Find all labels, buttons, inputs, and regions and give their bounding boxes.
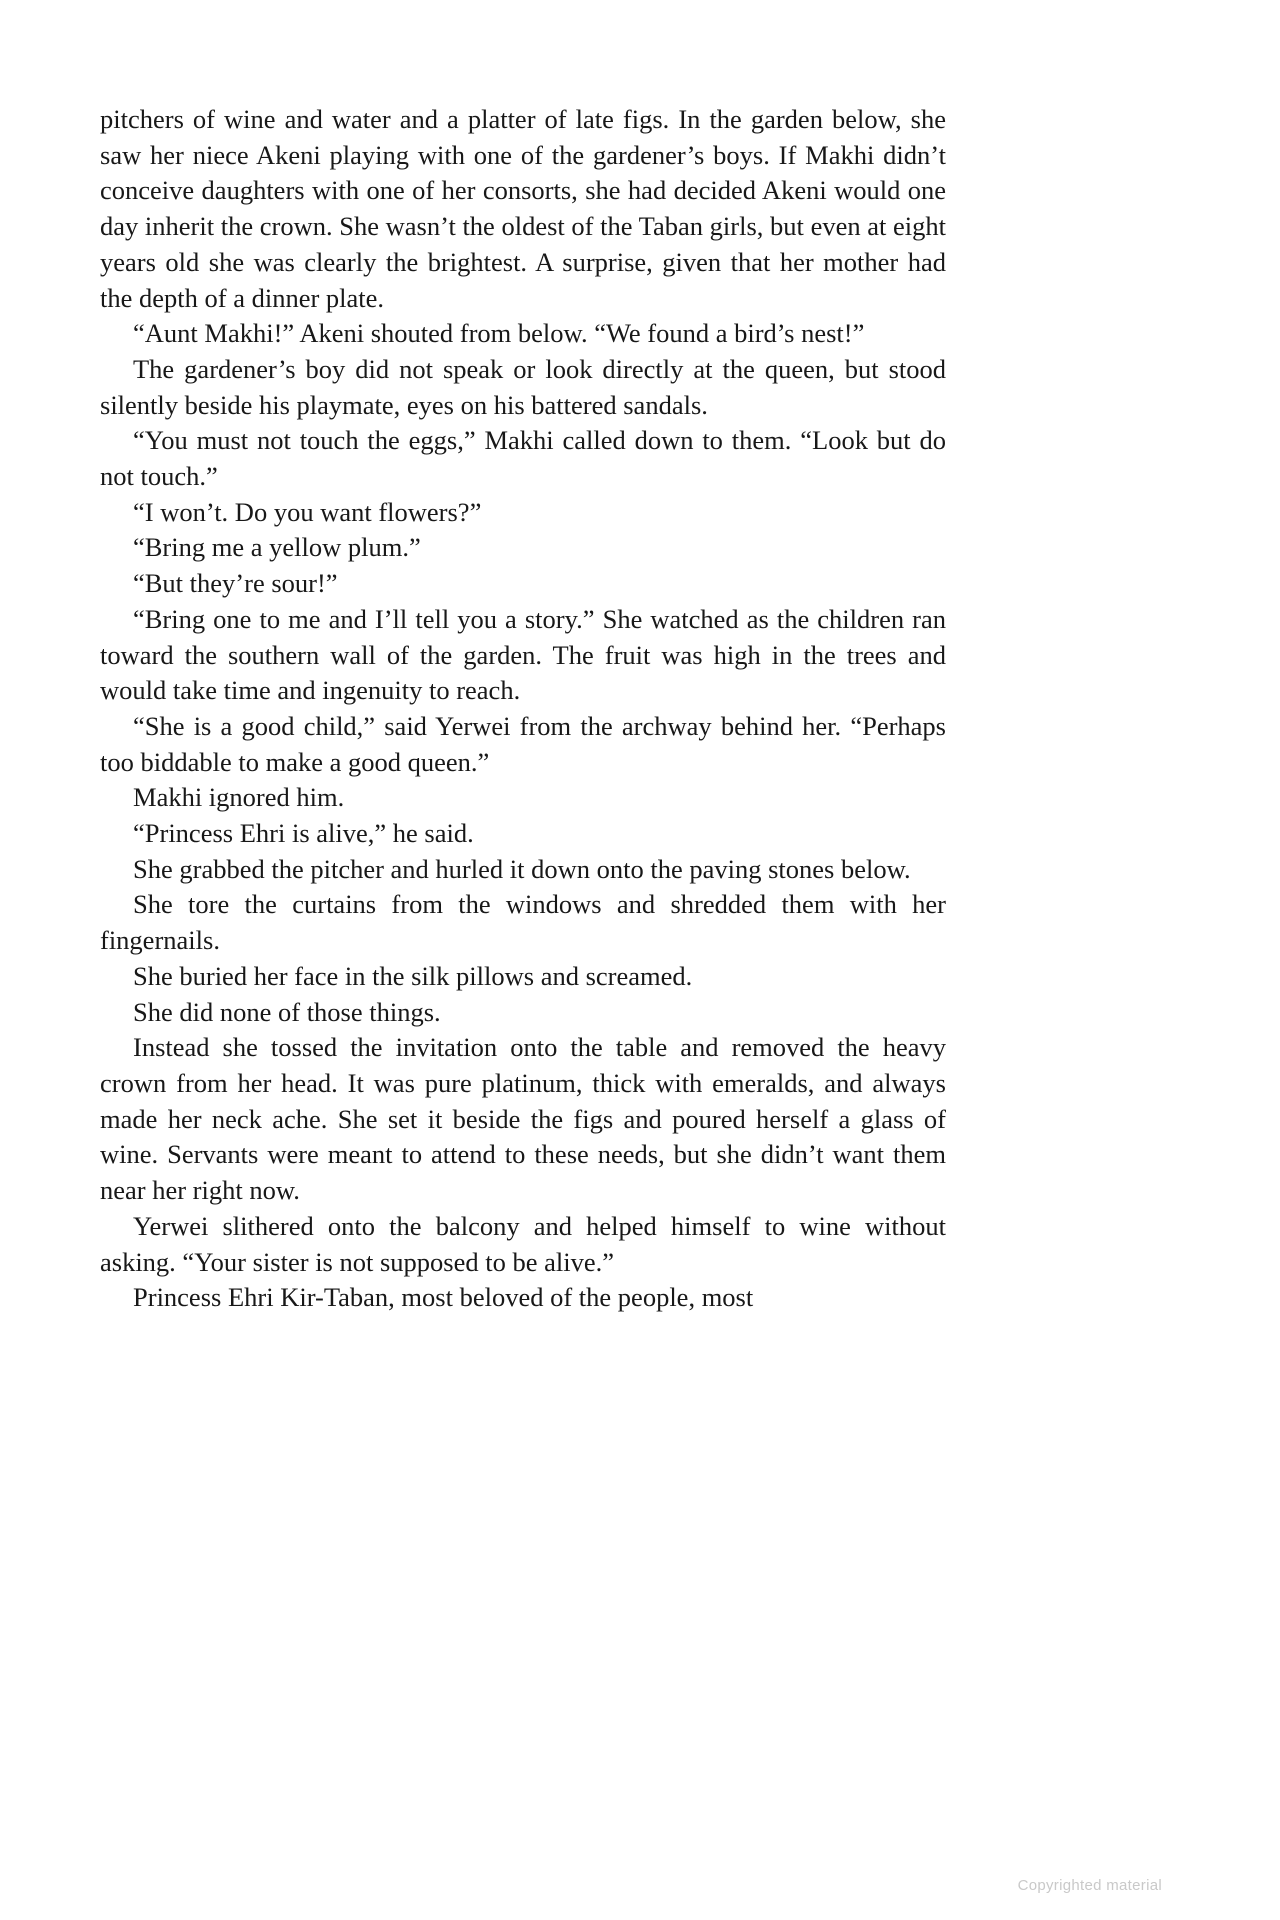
paragraph: “Bring me a yellow plum.” bbox=[133, 532, 421, 563]
paragraph: She did none of those things. bbox=[133, 996, 441, 1027]
paragraph: “Aunt Makhi!” Akeni shouted from below. “We found a bird’s nest!” bbox=[133, 318, 865, 349]
paragraph: Princess Ehri Kir-Taban, most beloved of the people, most bbox=[133, 1282, 754, 1313]
copyright-watermark: Copyrighted material bbox=[1017, 1877, 1162, 1894]
paragraph: “She is a good child,” said Yerwei from the archway behind her. “Perhaps too biddable to make a good queen.” bbox=[100, 710, 946, 777]
paragraph: “Bring one to me and I’ll tell you a story.” She watched as the children ran toward the southern wall of the garden. The fruit was high in the trees and would take time and ingenuity to reach. bbox=[100, 603, 946, 706]
paragraph: She buried her face in the silk pillows and screamed. bbox=[133, 960, 693, 991]
paragraph: pitchers of wine and water and a platter of late figs. In the garden below, she saw her niece Akeni playing with one of the gardener’s boys. If Makhi didn’t conceive daughters with one of her consorts, she had decided Akeni would one day inherit the crown. She wasn’t the oldest of the Taban girls, but even at eight years old she was clearly the brightest. A surprise, given that her mother had the depth of a dinner plate. bbox=[100, 104, 946, 313]
paragraph: Instead she tossed the invitation onto the table and removed the heavy crown from her head. It was pure platinum, thick with emeralds, and always made her neck ache. She set it beside the figs and poured herself a glass of wine. Servants were meant to attend to these needs, but she didn’t want them near her right now. bbox=[100, 1032, 946, 1206]
paragraph: Yerwei slithered onto the balcony and helped himself to wine without asking. “Your sister is not supposed to be alive.” bbox=[100, 1210, 946, 1277]
paragraph: “You must not touch the eggs,” Makhi called down to them. “Look but do not touch.” bbox=[100, 425, 946, 492]
paragraph: Makhi ignored him. bbox=[133, 782, 345, 813]
paragraph: “But they’re sour!” bbox=[133, 568, 338, 599]
paragraph: “I won’t. Do you want flowers?” bbox=[133, 496, 482, 527]
paragraph: She tore the curtains from the windows and shredded them with her fingernails. bbox=[100, 889, 946, 956]
paragraph: She grabbed the pitcher and hurled it down onto the paving stones below. bbox=[133, 853, 911, 884]
paragraph: The gardener’s boy did not speak or look directly at the queen, but stood silently beside his playmate, eyes on his battered sandals. bbox=[100, 353, 946, 420]
paragraph: “Princess Ehri is alive,” he said. bbox=[133, 818, 474, 849]
page-text bbox=[100, 102, 946, 1316]
